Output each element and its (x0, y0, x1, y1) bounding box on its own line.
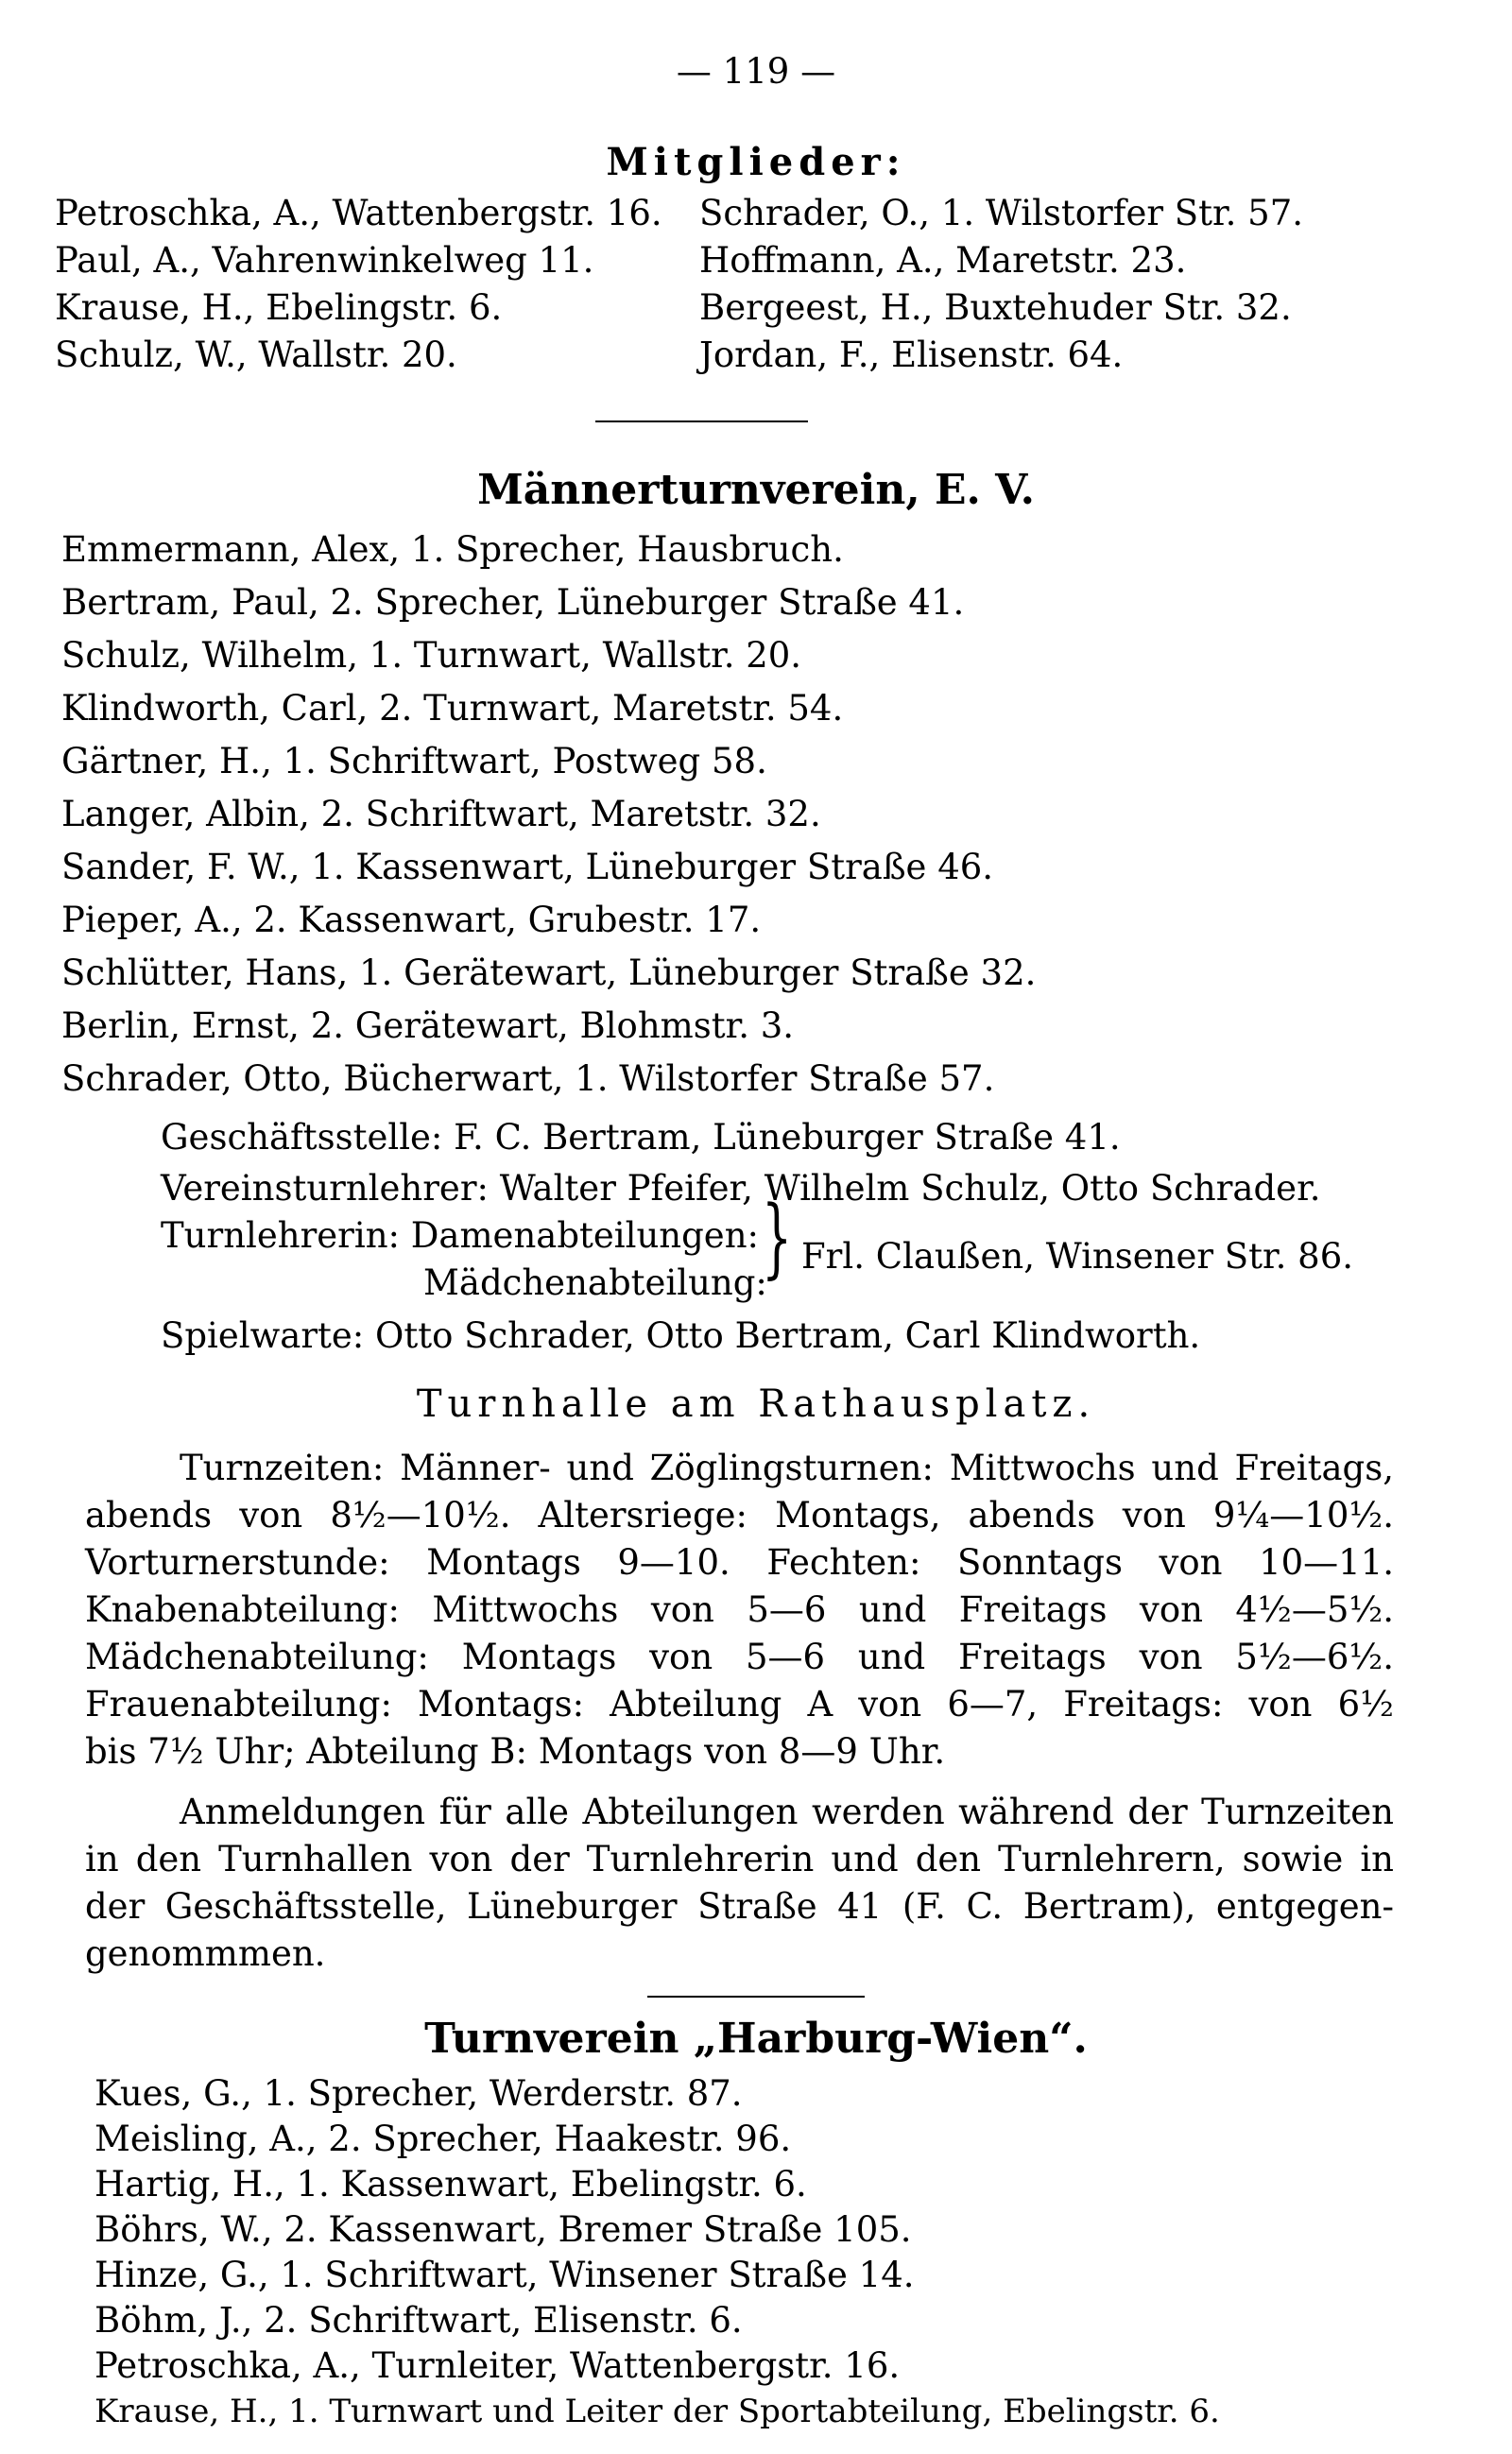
hw-heading: Turnverein „Harburg-Wien“. (424, 2015, 1088, 2063)
geschaeftsstelle: Geschäftsstelle: F. C. Bertram, Lüneburger Straße 41. (161, 1117, 1121, 1158)
section-divider (595, 420, 808, 422)
anmeldung-line-2: in den Turnhallen von der Turnlehrerin und den Turnlehrern, sowie in (85, 1839, 1394, 1879)
hw-officer-5: Hinze, G., 1. Schriftwart, Winsener Straße 14. (94, 2255, 915, 2295)
mtv-heading: Männerturnverein, E. V. (477, 466, 1035, 514)
mtv-officer-1: Emmermann, Alex, 1. Sprecher, Hausbruch. (61, 529, 844, 570)
turnhalle-heading: Turnhalle am Rathausplatz. (416, 1382, 1096, 1426)
mtv-officer-10: Berlin, Ernst, 2. Gerätewart, Blohmstr. 3. (61, 1005, 795, 1046)
hw-officer-2: Meisling, A., 2. Sprecher, Haakestr. 96. (94, 2119, 792, 2159)
page-number: — 119 — (676, 51, 836, 92)
hw-officer-3: Hartig, H., 1. Kassenwart, Ebelingstr. 6. (94, 2164, 807, 2205)
hw-officer-7: Petroschka, A., Turnleiter, Wattenbergstr. 16. (94, 2345, 901, 2386)
mtv-officer-7: Sander, F. W., 1. Kassenwart, Lüneburger Straße 46. (61, 847, 994, 887)
member-right-1: Schrader, O., 1. Wilstorfer Str. 57. (699, 193, 1303, 233)
zeiten-line-2: abends von 8½—10½. Altersriege: Montags, abends von 9¼—10½. (85, 1495, 1394, 1536)
spielwarte: Spielwarte: Otto Schrader, Otto Bertram, Carl Klindworth. (161, 1315, 1201, 1356)
zeiten-line-1: Turnzeiten: Männer- und Zöglingsturnen: Mittwochs und Freitags, (180, 1448, 1394, 1488)
member-left-2: Paul, A., Vahrenwinkelweg 11. (55, 240, 594, 281)
mtv-officer-8: Pieper, A., 2. Kassenwart, Grubestr. 17. (61, 900, 762, 940)
mtv-officer-3: Schulz, Wilhelm, 1. Turnwart, Wallstr. 20. (61, 635, 802, 676)
hw-officer-8: Krause, H., 1. Turnwart und Leiter der Sportabteilung, Ebelingstr. 6. (94, 2393, 1220, 2430)
brace-glyph: } (762, 1187, 793, 1288)
mtv-officer-11: Schrader, Otto, Bücherwart, 1. Wilstorfer Straße 57. (61, 1058, 995, 1099)
anmeldung-line-1: Anmeldungen für alle Abteilungen werden während der Turnzeiten (180, 1792, 1394, 1832)
hw-officer-1: Kues, G., 1. Sprecher, Werderstr. 87. (94, 2073, 743, 2114)
member-left-3: Krause, H., Ebelingstr. 6. (55, 287, 503, 328)
member-right-4: Jordan, F., Elisenstr. 64. (699, 335, 1124, 375)
zeiten-line-6: Frauenabteilung: Montags: Abteilung A von 6—7, Freitags: von 6½ (85, 1684, 1394, 1725)
zeiten-line-4: Knabenabteilung: Mittwochs von 5—6 und Freitags von 4½—5½. (85, 1589, 1394, 1630)
anmeldung-line-4: genommmen. (85, 1933, 326, 1974)
turnlehrerin-label: Turnlehrerin: Damenabteilungen: (161, 1215, 759, 1256)
zeiten-line-3: Vorturnerstunde: Montags 9—10. Fechten: Sonntags von 10—11. (85, 1542, 1394, 1583)
zeiten-line-5: Mädchenabteilung: Montags von 5—6 und Freitags von 5½—6½. (85, 1637, 1394, 1677)
maedchen-label: Mädchenabteilung: (423, 1262, 767, 1303)
vereinsturnlehrer: Vereinsturnlehrer: Walter Pfeifer, Wilhelm Schulz, Otto Schrader. (161, 1168, 1321, 1209)
mtv-officer-9: Schlütter, Hans, 1. Gerätewart, Lüneburger Straße 32. (61, 952, 1037, 993)
hw-officer-4: Böhrs, W., 2. Kassenwart, Bremer Straße 105. (94, 2209, 912, 2250)
mtv-officer-4: Klindworth, Carl, 2. Turnwart, Maretstr. 54. (61, 688, 844, 729)
member-left-4: Schulz, W., Wallstr. 20. (55, 335, 457, 375)
mitglieder-heading: Mitglieder: (606, 140, 906, 184)
section-divider-2 (647, 1996, 865, 1998)
anmeldung-line-3: der Geschäftsstelle, Lüneburger Straße 41 (F. C. Bertram), entgegen- (85, 1886, 1394, 1927)
zeiten-line-7: bis 7½ Uhr; Abteilung B: Montags von 8—9 Uhr. (85, 1731, 946, 1772)
member-left-1: Petroschka, A., Wattenbergstr. 16. (55, 193, 662, 233)
mtv-officer-6: Langer, Albin, 2. Schriftwart, Maretstr. 32. (61, 794, 821, 834)
turnlehrerin-name: Frl. Claußen, Winsener Str. 86. (801, 1236, 1354, 1277)
mtv-officer-2: Bertram, Paul, 2. Sprecher, Lüneburger Straße 41. (61, 582, 965, 623)
mtv-officer-5: Gärtner, H., 1. Schriftwart, Postweg 58. (61, 741, 767, 781)
member-right-3: Bergeest, H., Buxtehuder Str. 32. (699, 287, 1292, 328)
member-right-2: Hoffmann, A., Maretstr. 23. (699, 240, 1187, 281)
hw-officer-6: Böhm, J., 2. Schriftwart, Elisenstr. 6. (94, 2300, 743, 2341)
